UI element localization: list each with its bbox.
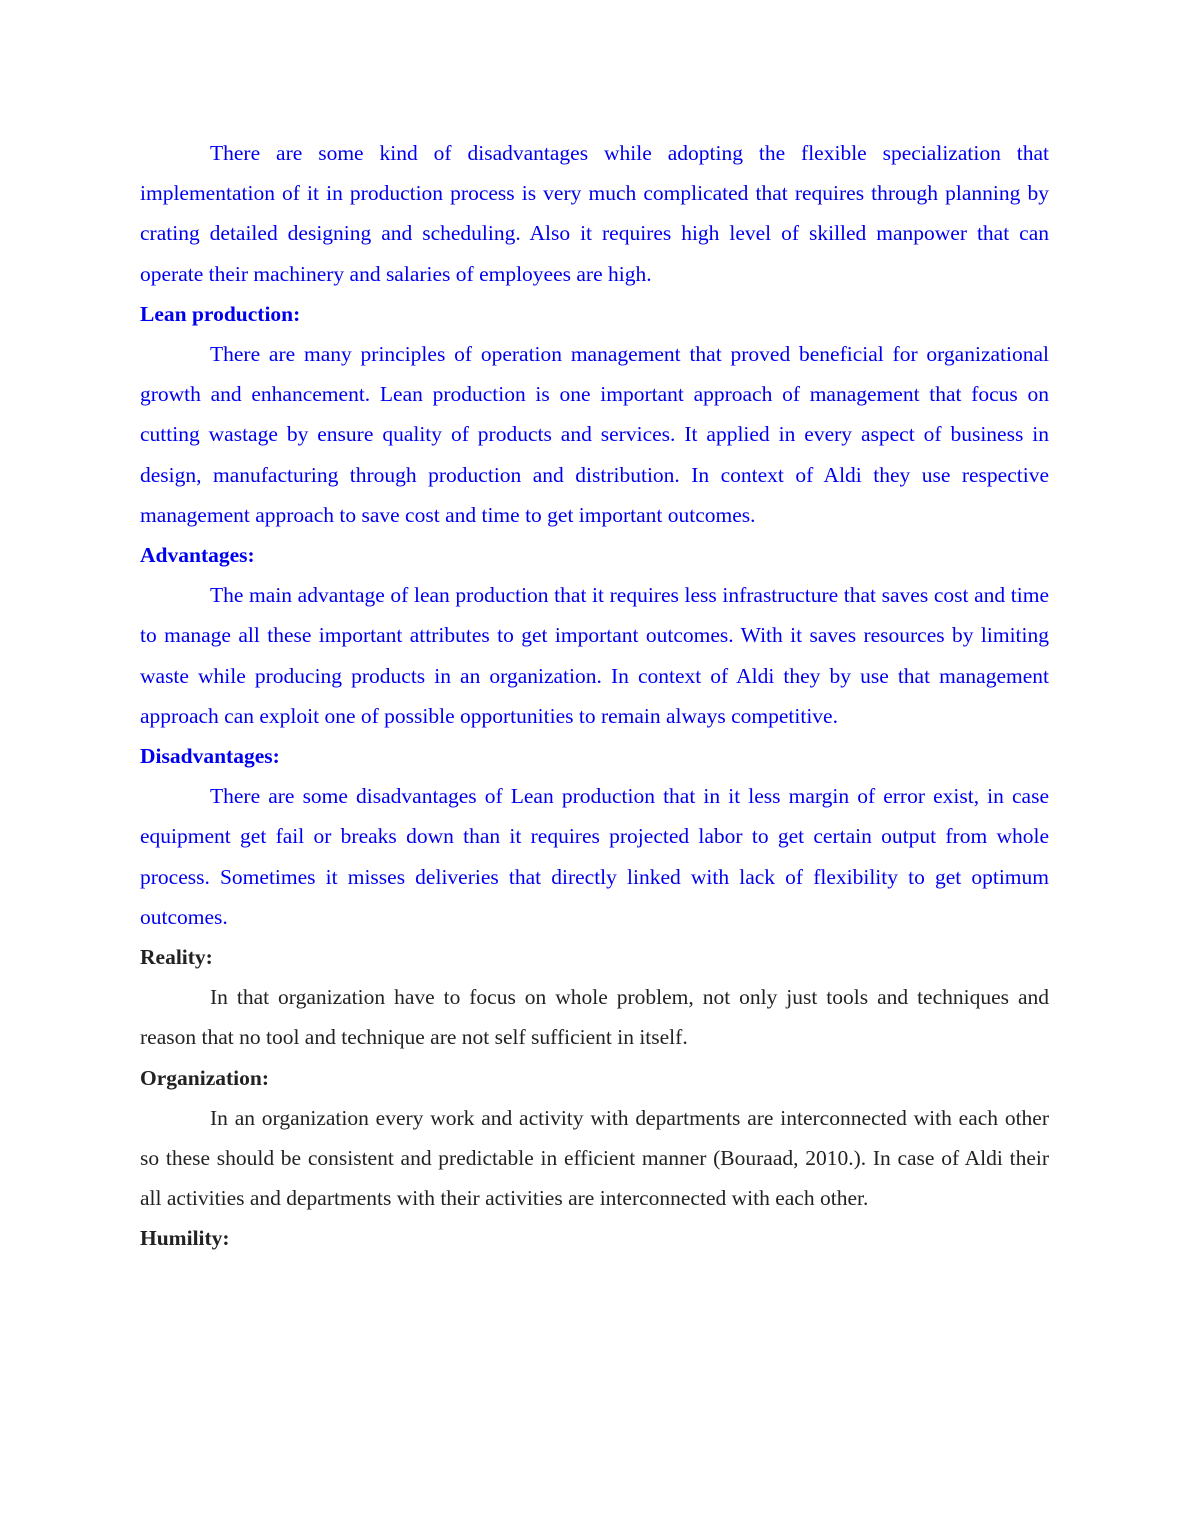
document-page [140, 133, 1049, 1259]
heading-disadvantages: Disadvantages: [140, 744, 280, 769]
paragraph-lean-production: There are many principles of operation management that proved beneficial for organizational growth and enhancement. Lean production is one important approach of management that focus on cutting wastage by ensure quality of products and services. It applied in every aspect of business in design, manufacturing through production and distribution. In context of Aldi they use respective management approach to save cost and time to get important outcomes. [140, 342, 1049, 527]
heading-reality: Reality: [140, 945, 213, 970]
paragraph-organization: In an organization every work and activity with departments are interconnected with each other so these should be consistent and predictable in efficient manner (Bouraad, 2010.). In case of Aldi their all activities and departments with their activities are interconnected with each other. [140, 1105, 1049, 1211]
paragraph-reality: In that organization have to focus on whole problem, not only just tools and techniques and reason that no tool and technique are not self sufficient in itself. [140, 985, 1049, 1050]
heading-advantages: Advantages: [140, 543, 255, 568]
paragraph-advantages: The main advantage of lean production that it requires less infrastructure that saves cost and time to manage all these important attributes to get important outcomes. With it saves resources by limiting waste while producing products in an organization. In context of Aldi they by use that management approach can exploit one of possible opportunities to remain always competitive. [140, 583, 1049, 728]
heading-humility: Humility: [140, 1226, 230, 1251]
heading-lean-production: Lean production: [140, 301, 301, 326]
paragraph-disadvantages: There are some disadvantages of Lean production that in it less margin of error exist, in case equipment get fail or breaks down than it requires projected labor to get certain output from whole process. Sometimes it misses deliveries that directly linked with lack of flexibility to get optimum outcomes. [140, 784, 1049, 929]
paragraph-flexible-specialization-disadvantages: There are some kind of disadvantages while adopting the flexible specialization that implementation of it in production process is very much complicated that requires through planning by crating detailed designing and scheduling. Also it requires high level of skilled manpower that can operate their machinery and salaries of employees are high. [140, 141, 1049, 286]
heading-organization: Organization: [140, 1065, 269, 1090]
